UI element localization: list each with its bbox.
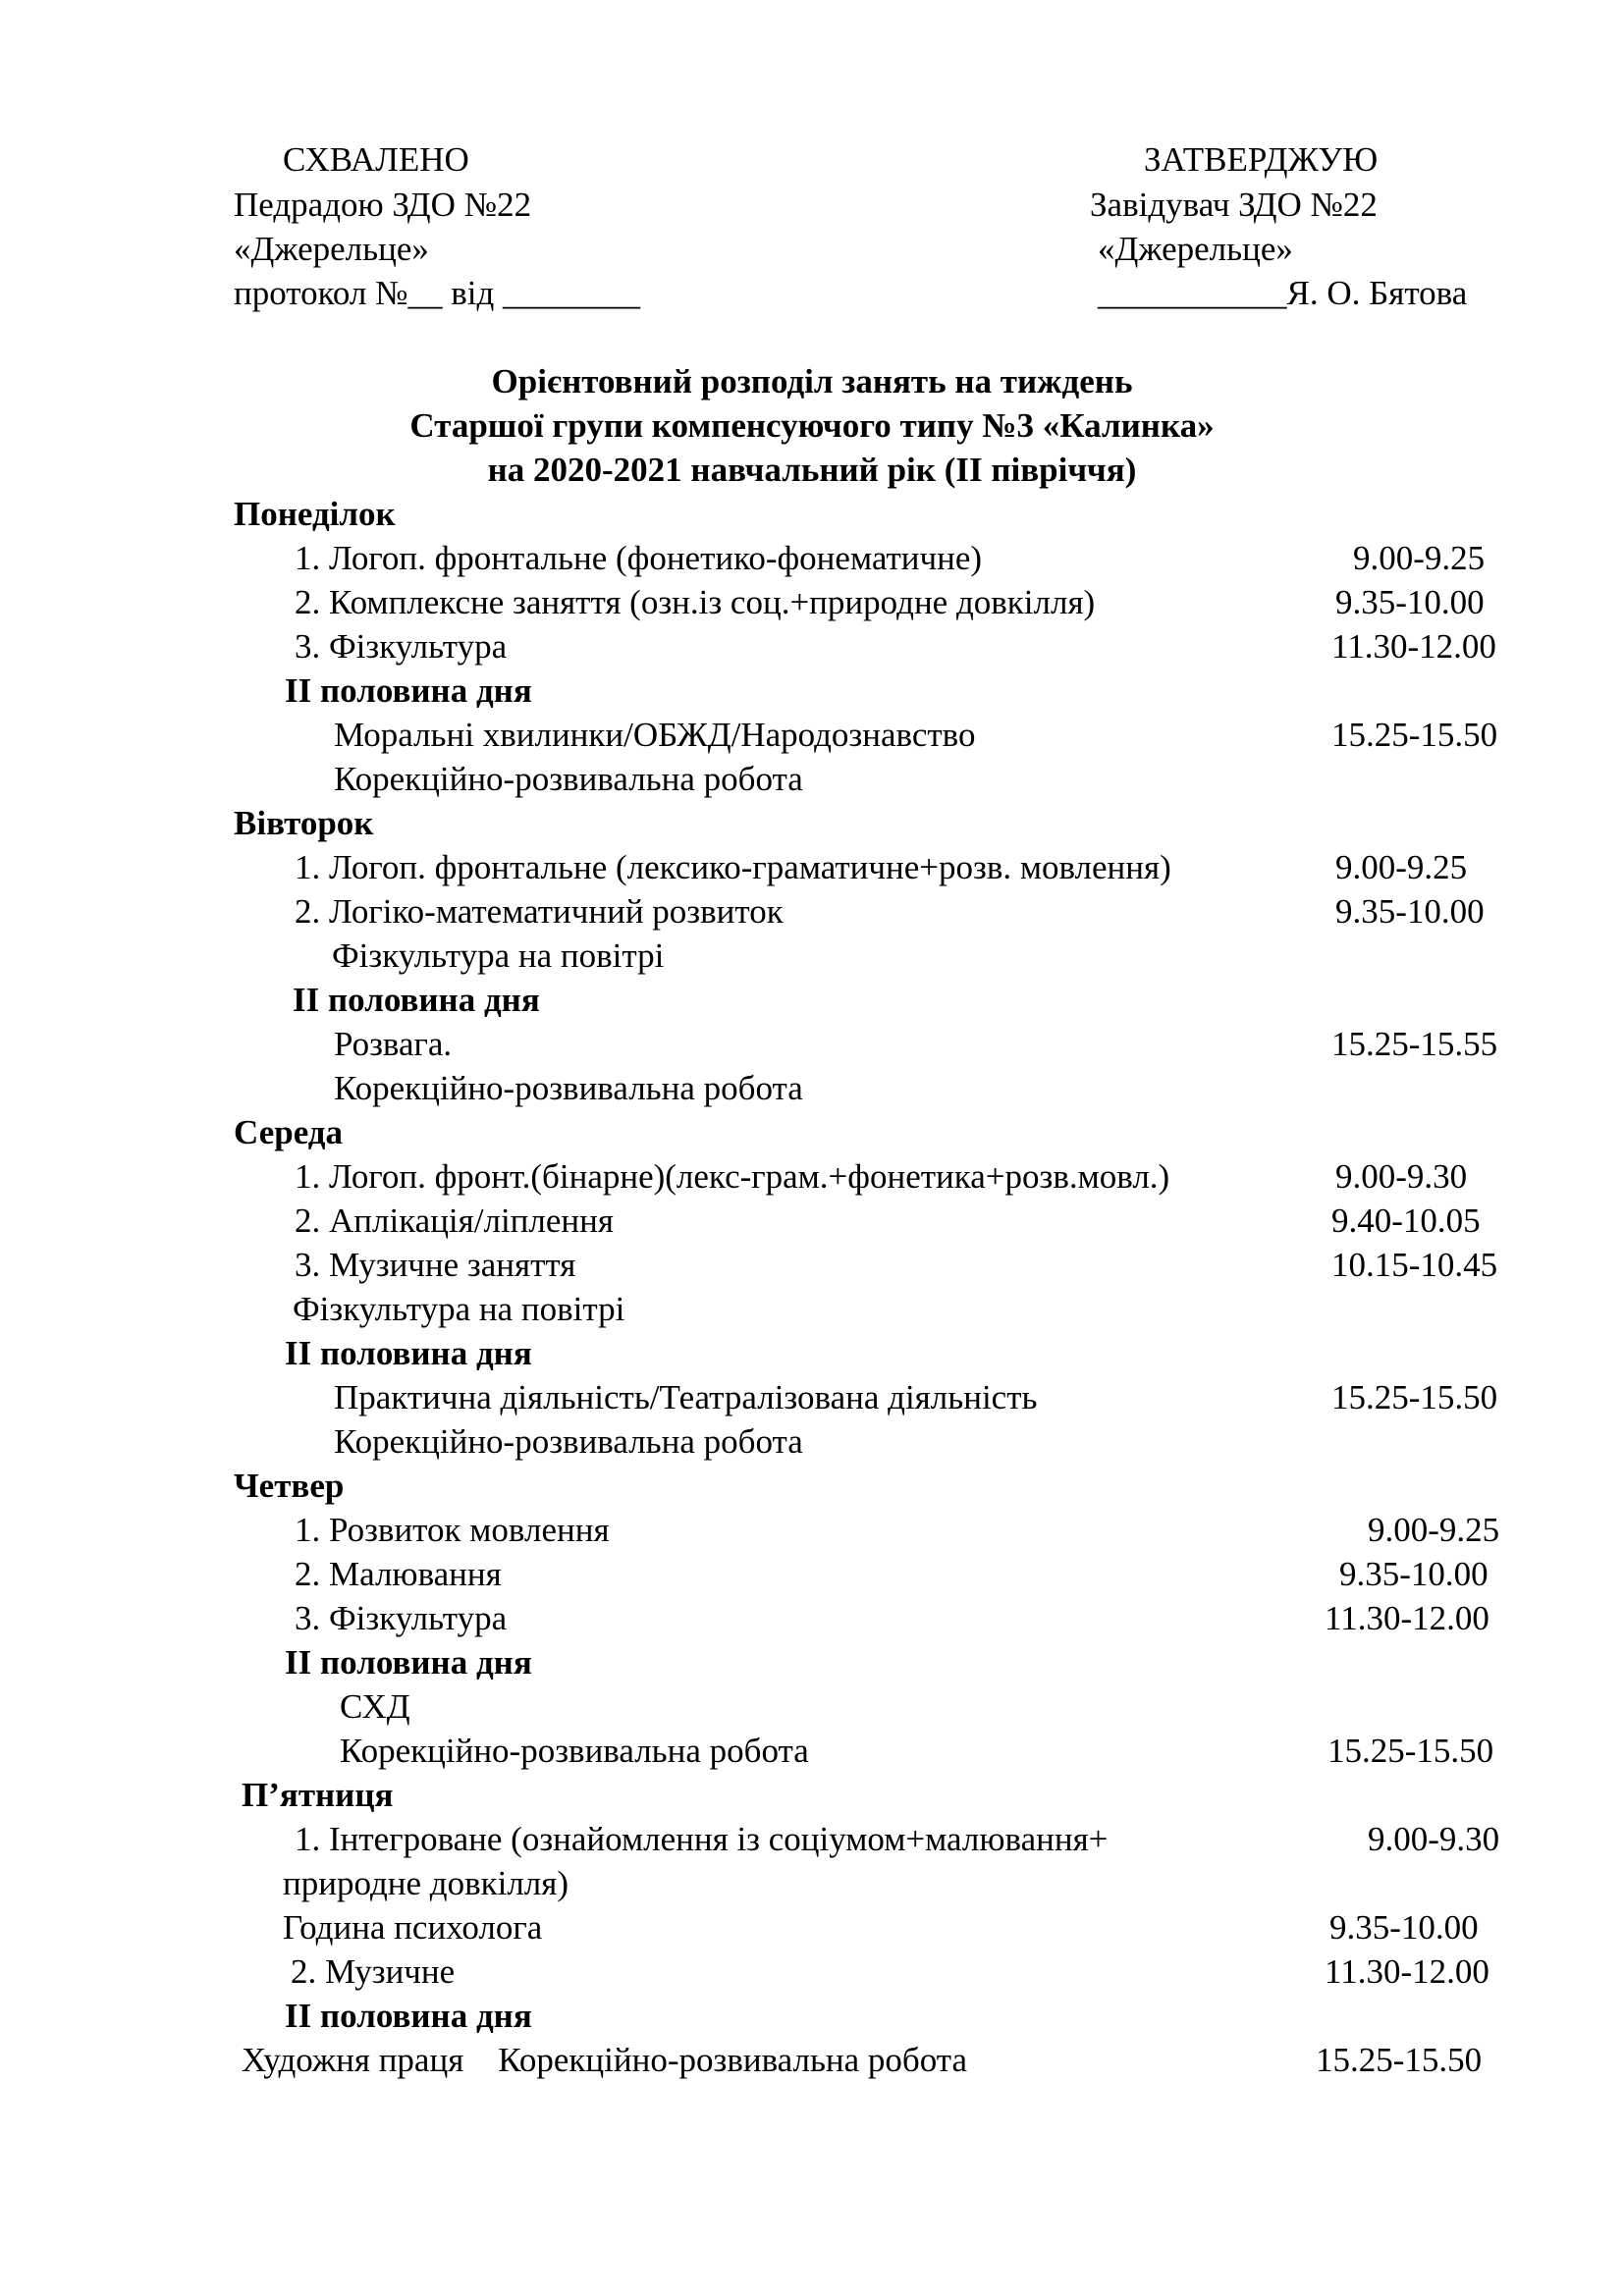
lesson-text: 1. Інтегроване (ознайомлення із соціумом+малювання+ [295, 1820, 1109, 1858]
lesson-text: Корекційно-розвивальна робота [340, 1732, 809, 1770]
lesson-time: 10.15-10.45 [1331, 1246, 1498, 1284]
lesson-time: 11.30-12.00 [1331, 627, 1496, 666]
day-heading: Понеділок [234, 495, 396, 533]
lesson-time: 9.00-9.25 [1353, 539, 1486, 577]
approved-heading: СХВАЛЕНО [283, 140, 469, 179]
lesson-time: 11.30-12.00 [1325, 1599, 1489, 1637]
lesson-text: 3. Фізкультура [295, 627, 508, 666]
lesson-time: 11.30-12.00 [1325, 1952, 1489, 1991]
confirm-org-name: «Джерельце» [1098, 230, 1293, 268]
lesson-time: 9.35-10.00 [1335, 892, 1485, 931]
lesson-text: Практична діяльність/Театралізована діяльність [334, 1378, 1038, 1416]
lesson-time: 9.35-10.00 [1329, 1908, 1479, 1947]
lesson-text: Моральні хвилинки/ОБЖД/Народознавство [334, 716, 976, 754]
day-heading: Четвер [234, 1467, 345, 1505]
lesson-text: Корекційно-розвивальна робота [334, 1069, 803, 1107]
lesson-text: Година психолога [283, 1908, 543, 1947]
lesson-text: 2. Малювання [295, 1555, 502, 1593]
lesson-time: 15.25-15.50 [1331, 716, 1498, 754]
lesson-text: 2. Логіко-математичний розвиток [295, 892, 784, 931]
afternoon-heading: ІІ половина дня [285, 1997, 532, 2035]
confirm-signature: ___________Я. О. Бятова [1098, 274, 1468, 312]
lesson-time: 9.40-10.05 [1331, 1201, 1481, 1240]
lesson-text: 1. Логоп. фронтальне (лексико-граматичне+розв. мовлення) [295, 848, 1171, 886]
lesson-time: 9.00-9.30 [1368, 1820, 1500, 1858]
lesson-text: СХД [340, 1687, 410, 1726]
approved-protocol: протокол №__ від ________ [234, 274, 641, 312]
title-line-1: Орієнтовний розподіл занять на тиждень [491, 362, 1133, 400]
approved-by: Педрадою ЗДО №22 [234, 186, 532, 224]
confirm-heading: ЗАТВЕРДЖУЮ [1144, 140, 1379, 179]
lesson-time: 9.00-9.25 [1335, 848, 1468, 886]
lesson-time: 15.25-15.50 [1327, 1732, 1494, 1770]
lesson-text: Корекційно-розвивальна робота [334, 760, 803, 798]
day-heading: П’ятниця [242, 1776, 394, 1814]
lesson-text: 1. Розвиток мовлення [295, 1511, 610, 1549]
confirm-position: Завідувач ЗДО №22 [1090, 186, 1378, 224]
lesson-text: Фізкультура на повітрі [332, 936, 665, 975]
lesson-text: Розвага. [334, 1025, 453, 1063]
lesson-text: 3. Музичне заняття [295, 1246, 576, 1284]
afternoon-heading: ІІ половина дня [285, 1334, 532, 1372]
lesson-text: 3. Фізкультура [295, 1599, 508, 1637]
lesson-text: 2. Комплексне заняття (озн.із соц.+природне довкілля) [295, 583, 1096, 621]
lesson-text: 1. Логоп. фронт.(бінарне)(лекс-грам.+фонетика+розв.мовл.) [295, 1157, 1170, 1196]
title-line-2: Старшої групи компенсуючого типу №3 «Калинка» [409, 406, 1215, 445]
lesson-text: Фізкультура на повітрі [293, 1290, 625, 1328]
day-heading: Середа [234, 1113, 343, 1151]
lesson-time: 15.25-15.50 [1331, 1378, 1498, 1416]
lesson-text: 2. Музичне [291, 1952, 456, 1991]
lesson-time: 9.35-10.00 [1339, 1555, 1489, 1593]
day-heading: Вівторок [234, 804, 374, 842]
lesson-time: 9.35-10.00 [1335, 583, 1485, 621]
lesson-time: 15.25-15.50 [1316, 2041, 1483, 2079]
lesson-text: 1. Логоп. фронтальне (фонетико-фонематичне) [295, 539, 983, 577]
lesson-text: природне довкілля) [283, 1864, 569, 1902]
lesson-time: 9.00-9.25 [1368, 1511, 1500, 1549]
title-line-3: на 2020-2021 навчальний рік (ІІ півріччя) [487, 451, 1137, 489]
lesson-text: 2. Аплікація/ліплення [295, 1201, 614, 1240]
lesson-text: Корекційно-розвивальна робота [334, 1422, 803, 1461]
lesson-time: 15.25-15.55 [1331, 1025, 1498, 1063]
afternoon-heading: ІІ половина дня [293, 981, 540, 1019]
approved-org-name: «Джерельце» [234, 230, 429, 268]
afternoon-heading: ІІ половина дня [285, 671, 532, 710]
lesson-text: Художня праця Корекційно-розвивальна робота [242, 2041, 968, 2079]
lesson-time: 9.00-9.30 [1335, 1157, 1468, 1196]
afternoon-heading: ІІ половина дня [285, 1643, 532, 1682]
